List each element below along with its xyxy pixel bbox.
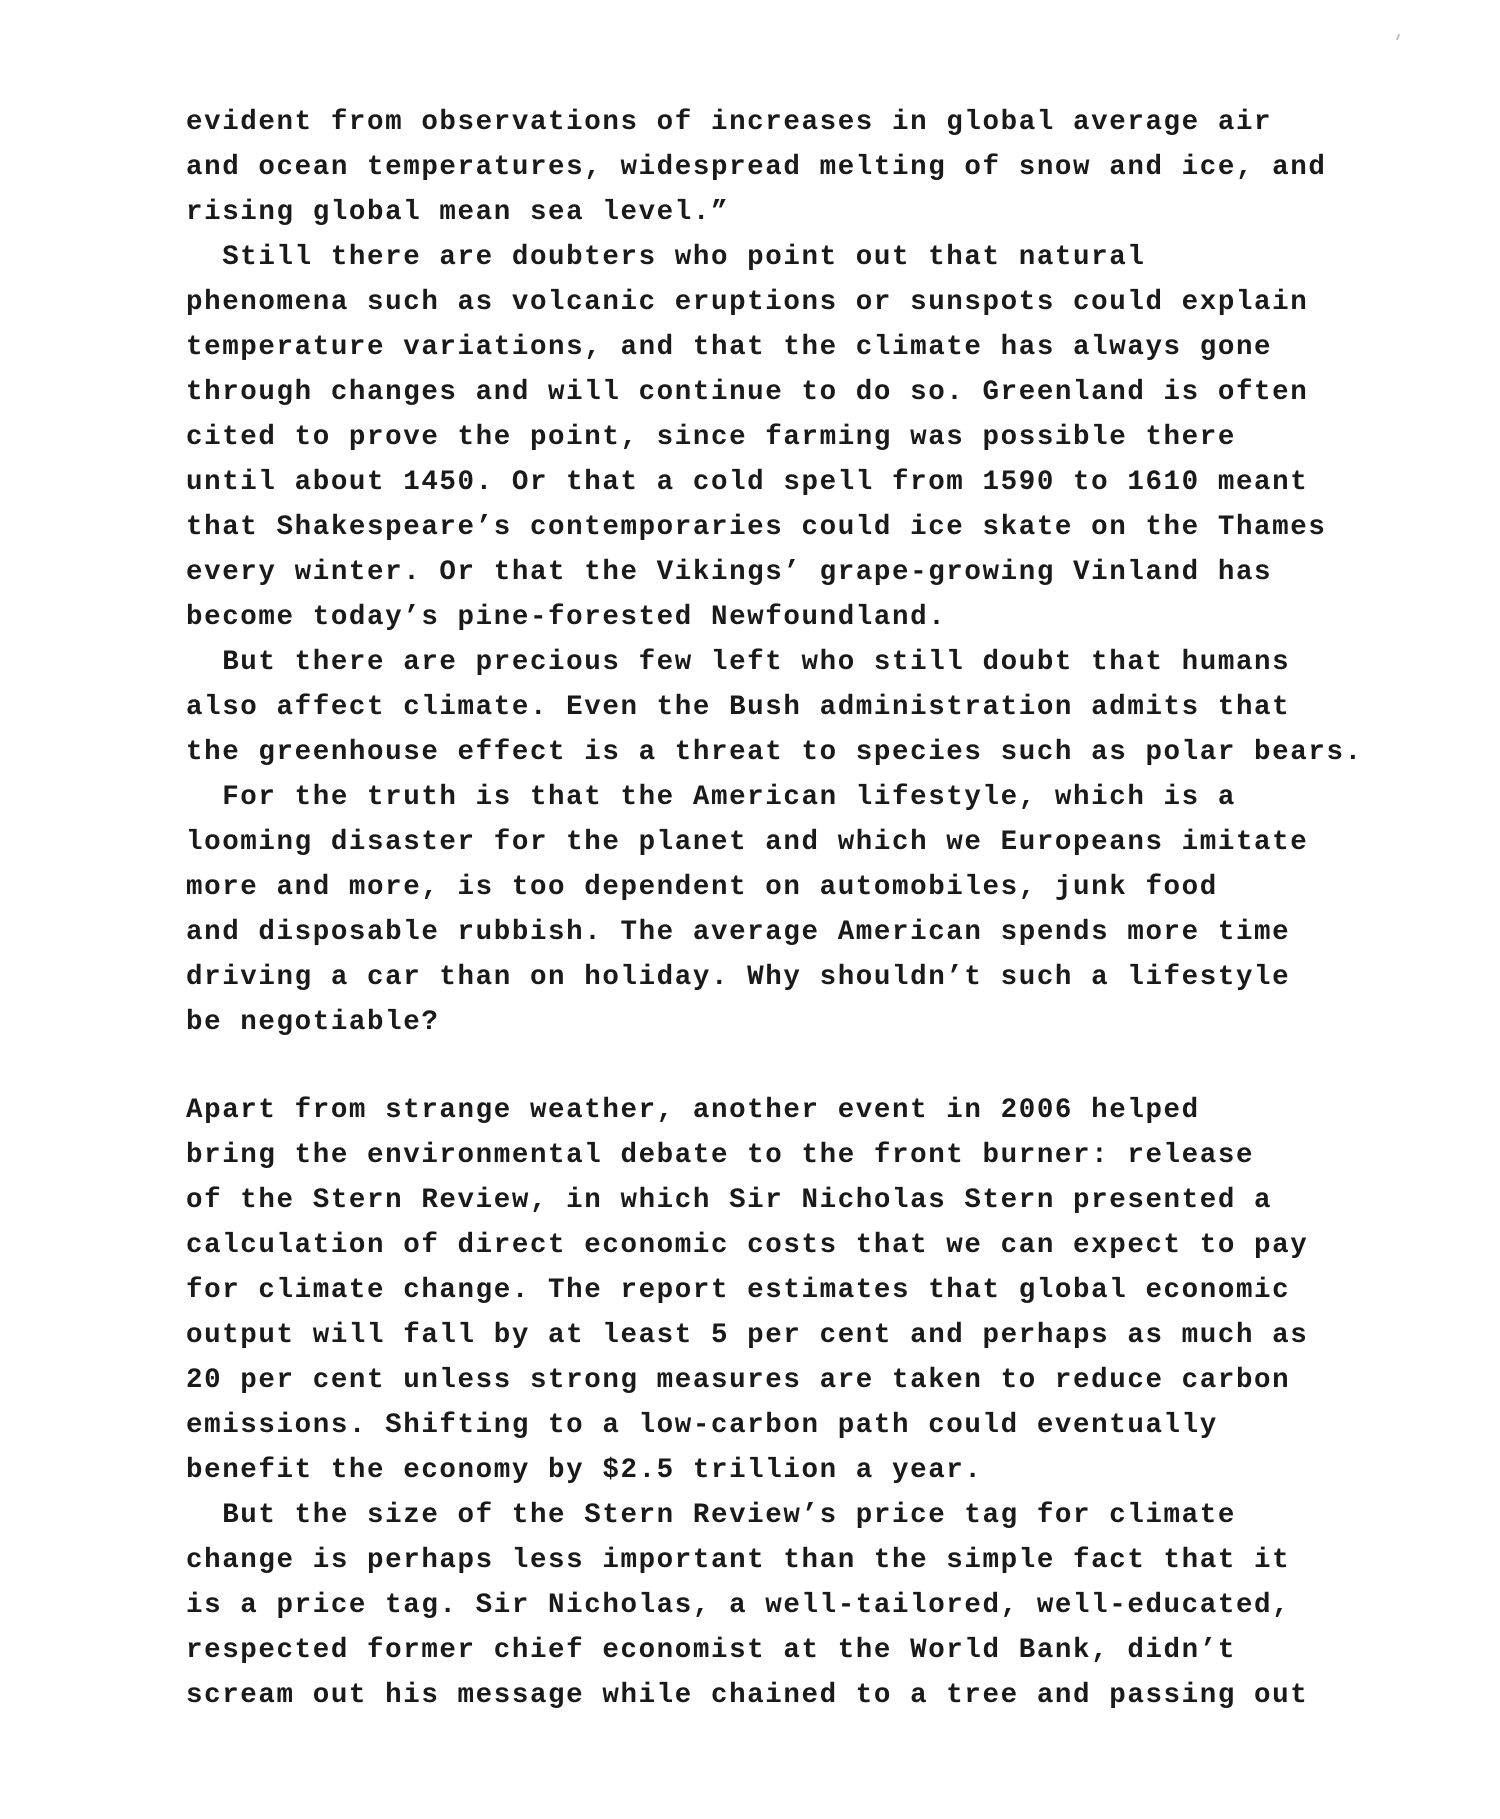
scan-speck bbox=[1396, 34, 1400, 40]
section-2-text bbox=[186, 1088, 1386, 1718]
text-line: be negotiable? bbox=[186, 1007, 440, 1038]
text-line: and disposable rubbish. The average American spends more time bbox=[186, 917, 1291, 948]
text-line: But there are precious few left who still doubt that humans bbox=[186, 647, 1291, 678]
text-line: is a price tag. Sir Nicholas, a well-tailored, well-educated, bbox=[186, 1590, 1291, 1621]
text-line: 20 per cent unless strong measures are taken to reduce carbon bbox=[186, 1365, 1291, 1396]
text-line: through changes and will continue to do so. Greenland is often bbox=[186, 377, 1309, 408]
text-line: evident from observations of increases in global average air bbox=[186, 107, 1273, 138]
text-line: change is perhaps less important than the simple fact that it bbox=[186, 1545, 1291, 1576]
text-line: Still there are doubters who point out that natural bbox=[186, 242, 1146, 273]
text-line: until about 1450. Or that a cold spell from 1590 to 1610 meant bbox=[186, 467, 1309, 498]
text-line: driving a car than on holiday. Why shouldn’t such a lifestyle bbox=[186, 962, 1291, 993]
text-line: of the Stern Review, in which Sir Nicholas Stern presented a bbox=[186, 1185, 1273, 1216]
text-line: calculation of direct economic costs that we can expect to pay bbox=[186, 1230, 1309, 1261]
text-line: Apart from strange weather, another event in 2006 helped bbox=[186, 1095, 1200, 1126]
text-line: benefit the economy by $2.5 trillion a year. bbox=[186, 1455, 983, 1486]
text-line: bring the environmental debate to the front burner: release bbox=[186, 1140, 1255, 1171]
text-line: become today’s pine-forested Newfoundland. bbox=[186, 602, 947, 633]
text-line: every winter. Or that the Vikings’ grape-growing Vinland has bbox=[186, 557, 1273, 588]
text-line: respected former chief economist at the World Bank, didn’t bbox=[186, 1635, 1236, 1666]
text-line: rising global mean sea level.” bbox=[186, 197, 730, 228]
text-line: output will fall by at least 5 per cent and perhaps as much as bbox=[186, 1320, 1309, 1351]
section-1-text bbox=[186, 100, 1386, 1045]
text-line: For the truth is that the American lifestyle, which is a bbox=[186, 782, 1236, 813]
text-line: the greenhouse effect is a threat to species such as polar bears. bbox=[186, 737, 1363, 768]
text-line: that Shakespeare’s contemporaries could ice skate on the Thames bbox=[186, 512, 1327, 543]
text-line: also affect climate. Even the Bush administration admits that bbox=[186, 692, 1291, 723]
text-line: cited to prove the point, since farming was possible there bbox=[186, 422, 1236, 453]
text-line: more and more, is too dependent on automobiles, junk food bbox=[186, 872, 1218, 903]
text-line: for climate change. The report estimates that global economic bbox=[186, 1275, 1291, 1306]
text-line: scream out his message while chained to a tree and passing out bbox=[186, 1680, 1309, 1711]
text-line: phenomena such as volcanic eruptions or sunspots could explain bbox=[186, 287, 1309, 318]
text-line: emissions. Shifting to a low-carbon path could eventually bbox=[186, 1410, 1218, 1441]
text-line: But the size of the Stern Review’s price tag for climate bbox=[186, 1500, 1236, 1531]
text-line: looming disaster for the planet and which we Europeans imitate bbox=[186, 827, 1309, 858]
text-line: temperature variations, and that the climate has always gone bbox=[186, 332, 1273, 363]
text-line: and ocean temperatures, widespread melting of snow and ice, and bbox=[186, 152, 1327, 183]
